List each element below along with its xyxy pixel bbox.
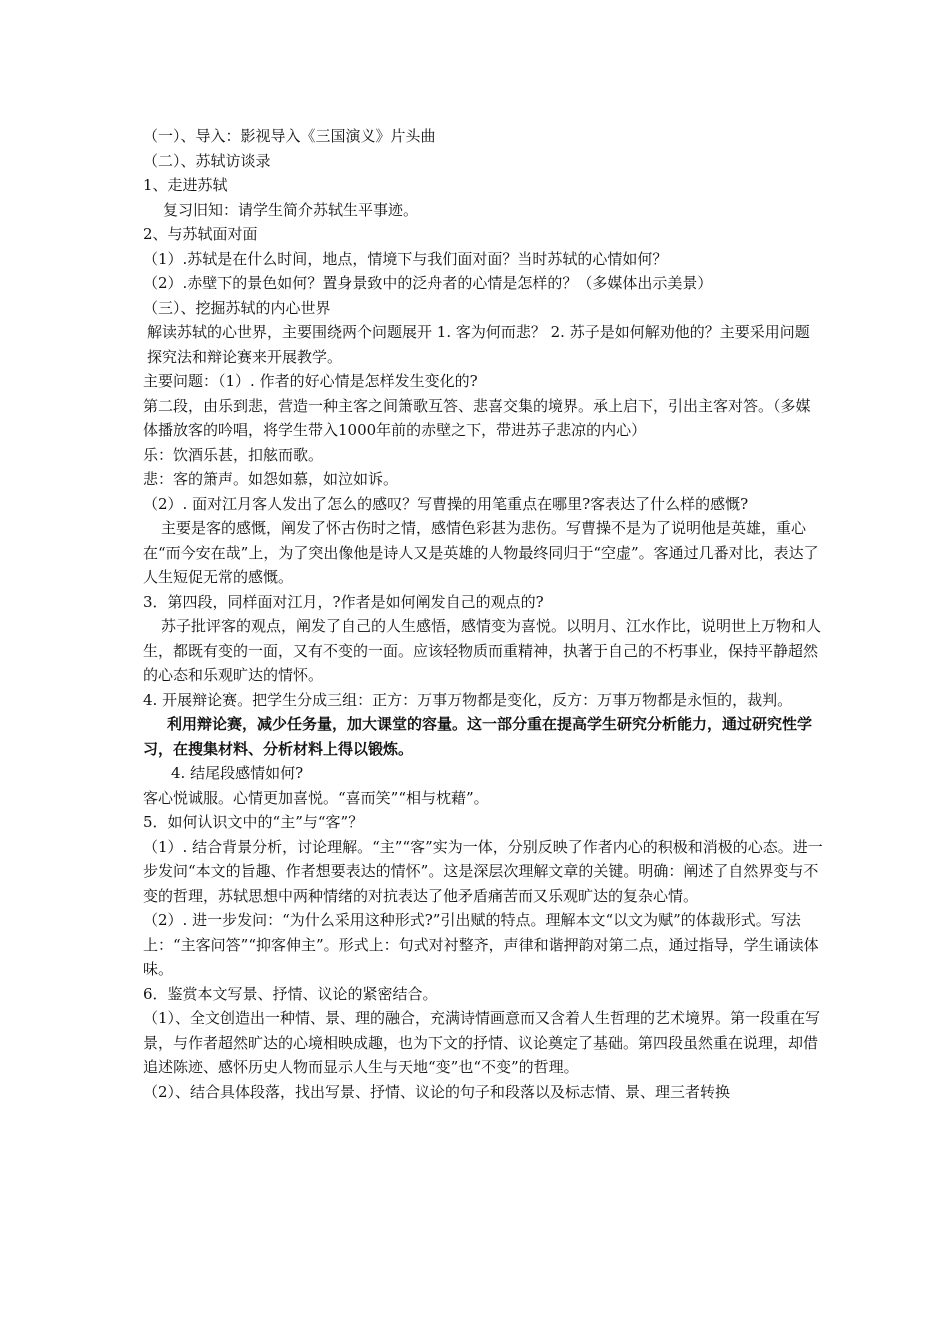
main-question-1: 主要问题：（1）. 作者的好心情是怎样发生变化的? [143,372,478,390]
item-2-question-2: （2）.赤壁下的景色如何？置身景致中的泛舟者的心情是怎样的？（多媒体出示美景） [143,274,713,292]
main-question-3: 3．第四段，同样面对江月，?作者是如何阐发自己的观点的? [143,592,544,611]
sorrow-line: 悲：客的箫声。如怨如慕，如泣如诉。 [143,470,399,488]
su-zi-view-analysis: 苏子批评客的观点，阐发了自己的人生感悟，感情变为喜悦。以明月、江水作比，说明世上万物和人生，都既有变的一面，又有不变的一面。应该轻物质而重精神，执著于自己的不朽事业，保持平静超然的心态和乐观旷达的情怀。 [143,617,822,684]
item-6-heading: 6．鉴赏本文写景、抒情、议论的紧密结合。 [143,984,438,1003]
item-1-heading: 1、走进苏轼 [143,176,228,194]
document-page [143,124,823,1104]
item-2-heading: 2、与苏轼面对面 [143,225,258,243]
joy-line: 乐：饮酒乐甚，扣舷而歌。 [143,445,324,464]
item-6-point-1: （1）、全文创造出一种情、景、理的融合，充满诗情画意而又含着人生哲理的艺术境界。第一段重在写景，与作者超然旷达的心境相映成趣，也为下文的抒情、议论奠定了基础。第四段虽然重在说理，却借追述陈迹、感怀历史人物而显示人生与天地“变”也“不变”的哲理。 [143,1009,821,1076]
item-2-question-1: （1）.苏轼是在什么时间，地点，情境下与我们面对面？当时苏轼的心情如何？ [143,249,668,268]
item-5-heading: 5．如何认识文中的“主”与“客”？ [143,813,364,831]
debate-emphasis: 利用辩论赛，减少任务量，加大课堂的容量。这一部分重在提高学生研究分析能力，通过研究性学习，在搜集材料、分析材料上得以锻炼。 [143,715,813,758]
item-5-point-2: （2）. 进一步发问：“为什么采用这种形式?”引出赋的特点。理解本文“以文为赋”的体裁形式。写法上：“主客问答”“抑客伸主”。形式上：句式对衬整齐，声律和谐押韵对第二点，通过指导，学生诵读体味。 [143,911,819,978]
item-6-point-2: （2）、结合具体段落，找出写景、抒情、议论的句子和段落以及标志情、景、理三者转换 [143,1082,731,1101]
main-question-2: （2）. 面对江月客人发出了怎么的感叹？写曹操的用笔重点在哪里?客表达了什么样的感慨? [143,494,749,513]
section-interview: （二）、苏轼访谈录 [143,151,271,170]
paragraph-2-analysis: 第二段，由乐到悲，营造一种主客之间箫歌互答、悲喜交集的境界。承上启下，引出主客对答。（多媒体播放客的吟唱，将学生带入1000年前的赤壁之下，带进苏子悲凉的内心） [143,396,811,439]
section-intro: （一）、导入：影视导入《三国演义》片头曲 [143,127,436,145]
item-5-point-1: （1）. 结合背景分析，讨论理解。“主”“客”实为一体，分别反映了作者内心的积极和消极的心态。进一步发问“本文的旨趣、作者想要表达的情怀”。这是深层次理解文章的关键。明确：阐述了自然界变与不变的哲理，苏轼思想中两种情绪的对抗表达了他矛盾痛苦而又乐观旷达的复杂心情。 [143,837,823,905]
item-1-review: 复习旧知：请学生简介苏轼生平事迹。 [163,200,419,219]
debate-heading: 4. 开展辩论赛。把学生分成三组：正方：万事万物都是变化，反方：万事万物都是永恒的，裁判。 [143,690,793,709]
guest-sentiment-analysis: 主要是客的感慨，阐发了怀古伤时之情，感情色彩甚为悲伤。写曹操不是为了说明他是英雄，重心在“而今安在哉”上，为了突出像他是诗人又是英雄的人物最终同归于“空虚”。客通过几番对比，表达了人生短促无常的感慨。 [143,519,819,586]
ending-question: 4. 结尾段感情如何? [171,764,304,782]
section-inner-world: （三）、挖掘苏轼的内心世界 [143,298,331,317]
inner-world-intro: 解读苏轼的心世界，主要围绕两个问题展开 1. 客为何而悲？ 2. 苏子是如何解劝他的？主要采用问题探究法和辩论赛来开展教学。 [147,323,810,366]
ending-answer: 客心悦诚服。心情更加喜悦。“喜而笑”“相与枕藉”。 [143,788,489,807]
